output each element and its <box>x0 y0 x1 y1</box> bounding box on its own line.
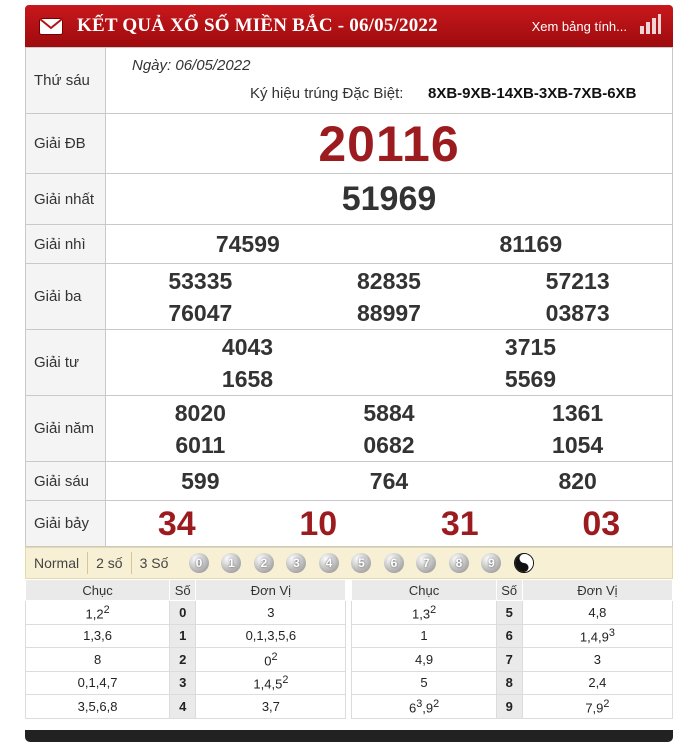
chuc-value: 1,3 <box>411 605 431 621</box>
prize-6-number: 764 <box>369 468 409 494</box>
prize-3-number: 82835 <box>357 267 421 294</box>
prize-7-numbers <box>106 501 673 547</box>
view-table-link[interactable]: Xem bảng tính... <box>531 19 627 34</box>
prize-3-number: 76047 <box>168 299 233 326</box>
results-header <box>25 5 673 47</box>
donvi-value: 4,8 <box>588 604 607 620</box>
donvi-sup: 2 <box>603 697 610 710</box>
donvi-value: 1,4,9 <box>579 629 609 645</box>
prize-7-number: 34 <box>157 504 196 543</box>
prize-5-numbers <box>106 396 673 462</box>
chuc-value: 3,5,6,8 <box>77 698 118 714</box>
prize-5-number: 1054 <box>552 431 604 458</box>
table-row <box>26 648 673 672</box>
prize-6-number: 820 <box>558 468 597 494</box>
donvi-value: 7,9 <box>585 699 604 715</box>
col-chuc-left: Chục <box>26 580 170 601</box>
prize-3-number: 03873 <box>545 299 610 326</box>
chuc-value: 1 <box>420 628 428 644</box>
table-row <box>26 671 673 695</box>
donvi-value: 3 <box>593 651 601 667</box>
chuc-value: 5 <box>420 675 428 691</box>
so-value: 2 <box>170 648 196 672</box>
digit-ball-4[interactable]: 4 <box>319 553 339 573</box>
yin-yang-icon[interactable] <box>514 553 534 573</box>
prize-4-number: 1658 <box>221 365 274 392</box>
donvi-value: 0,1,3,5,6 <box>245 628 297 644</box>
prize-5-label: Giải năm <box>26 396 106 462</box>
prize-2-label: Giải nhì <box>26 225 106 264</box>
so-value: 3 <box>170 671 196 695</box>
prize-7-number: 31 <box>440 504 479 543</box>
prize-db-label: Giải ĐB <box>26 114 106 174</box>
filter-3-digits[interactable]: 3 Số <box>139 555 169 571</box>
results-panel <box>25 5 673 719</box>
chuc-value: 4,9 <box>415 651 434 667</box>
so-value: 6 <box>496 624 522 648</box>
envelope-icon <box>39 18 63 35</box>
prize-5-number: 1361 <box>552 399 604 426</box>
draw-date: Ngày: 06/05/2022 <box>132 57 251 74</box>
chuc-value: 1,3,6 <box>83 628 113 644</box>
col-donvi-left: Đơn Vị <box>196 580 346 601</box>
so-value: 4 <box>170 695 196 719</box>
digit-ball-6[interactable]: 6 <box>384 553 404 573</box>
chuc-sup: 2 <box>103 603 110 616</box>
prize-3-number: 53335 <box>168 267 233 294</box>
filter-2-digits[interactable]: 2 số <box>88 552 131 574</box>
table-row <box>26 695 673 719</box>
so-value: 8 <box>496 671 522 695</box>
so-value: 1 <box>170 624 196 648</box>
chuc-value: ,9 <box>422 699 434 715</box>
prize-5-number: 5884 <box>363 399 415 426</box>
panel-footer <box>25 730 673 742</box>
table-row <box>26 624 673 648</box>
prize-2-number: 81169 <box>499 231 563 257</box>
donvi-sup: 2 <box>271 650 278 663</box>
prize-db-number: 20116 <box>106 114 673 174</box>
prize-1-number: 51969 <box>106 174 673 225</box>
prize-4-number: 3715 <box>504 333 557 360</box>
chuc-sup: 3 <box>416 697 423 710</box>
prize-6-label: Giải sáu <box>26 462 106 501</box>
donvi-sup: 2 <box>282 674 289 687</box>
prize-2-number: 74599 <box>215 231 280 257</box>
prize-4-label: Giải tư <box>26 330 106 396</box>
prize-3-label: Giải ba <box>26 264 106 330</box>
digit-ball-7[interactable]: 7 <box>416 553 436 573</box>
chuc-value: 8 <box>93 651 102 667</box>
prize-5-number: 8020 <box>174 399 226 426</box>
prize-4-number: 4043 <box>221 333 274 360</box>
loto-table <box>25 579 673 719</box>
draw-info <box>106 48 673 114</box>
donvi-value: 0 <box>264 652 272 668</box>
results-title: KẾT QUẢ XỔ SỐ MIỀN BẮC - 06/05/2022 <box>77 15 438 36</box>
donvi-value: 2,4 <box>588 675 607 691</box>
symbol-label: Ký hiệu trúng Đặc Biệt: <box>250 85 404 102</box>
prize-3-numbers <box>106 264 673 330</box>
prize-6-number: 599 <box>181 468 220 494</box>
results-table <box>25 47 673 547</box>
prize-6-numbers <box>106 462 673 501</box>
prize-5-number: 6011 <box>175 431 226 458</box>
donvi-value: 1,4,5 <box>253 676 283 692</box>
chuc-value: 0,1,4,7 <box>77 675 118 691</box>
col-so-right: Số <box>496 580 522 601</box>
symbol-value: 8XB-9XB-14XB-3XB-7XB-6XB <box>428 85 637 102</box>
prize-3-number: 57213 <box>545 267 610 294</box>
digit-ball-3[interactable]: 3 <box>286 553 306 573</box>
digit-ball-2[interactable]: 2 <box>254 553 274 573</box>
so-value: 0 <box>170 601 196 625</box>
so-value: 5 <box>496 601 522 625</box>
chuc-value: 1,2 <box>85 605 104 621</box>
donvi-value: 3 <box>267 604 275 620</box>
prize-3-number: 88997 <box>357 299 421 326</box>
digit-ball-1[interactable]: 1 <box>221 553 241 573</box>
so-value: 9 <box>496 695 522 719</box>
so-value: 7 <box>496 648 522 672</box>
prize-4-number: 5569 <box>504 365 557 392</box>
prize-5-number: 0682 <box>363 431 415 458</box>
chuc-sup: 2 <box>430 603 437 616</box>
table-row <box>26 601 673 625</box>
filter-bar <box>25 547 673 579</box>
digit-ball-5[interactable]: 5 <box>351 553 371 573</box>
digit-ball-0[interactable]: 0 <box>189 553 209 573</box>
col-donvi-right: Đơn Vị <box>522 580 672 601</box>
weekday-label: Thứ sáu <box>26 48 106 114</box>
chuc-value: 6 <box>408 699 417 715</box>
col-chuc-right: Chục <box>352 580 496 601</box>
prize-7-number: 10 <box>299 504 338 543</box>
prize-1-label: Giải nhất <box>26 174 106 225</box>
prize-2-numbers <box>106 225 673 264</box>
donvi-value: 3,7 <box>261 698 280 714</box>
prize-7-label: Giải bảy <box>26 501 106 547</box>
prize-7-number: 03 <box>582 504 621 543</box>
filter-normal[interactable]: Normal <box>26 552 88 574</box>
prize-4-numbers <box>106 330 673 396</box>
digit-ball-8[interactable]: 8 <box>449 553 469 573</box>
digit-ball-9[interactable]: 9 <box>481 553 501 573</box>
donvi-sup: 3 <box>608 627 615 640</box>
chuc-sup: 2 <box>433 697 440 710</box>
chart-icon[interactable] <box>639 13 661 35</box>
col-so-left: Số <box>170 580 196 601</box>
